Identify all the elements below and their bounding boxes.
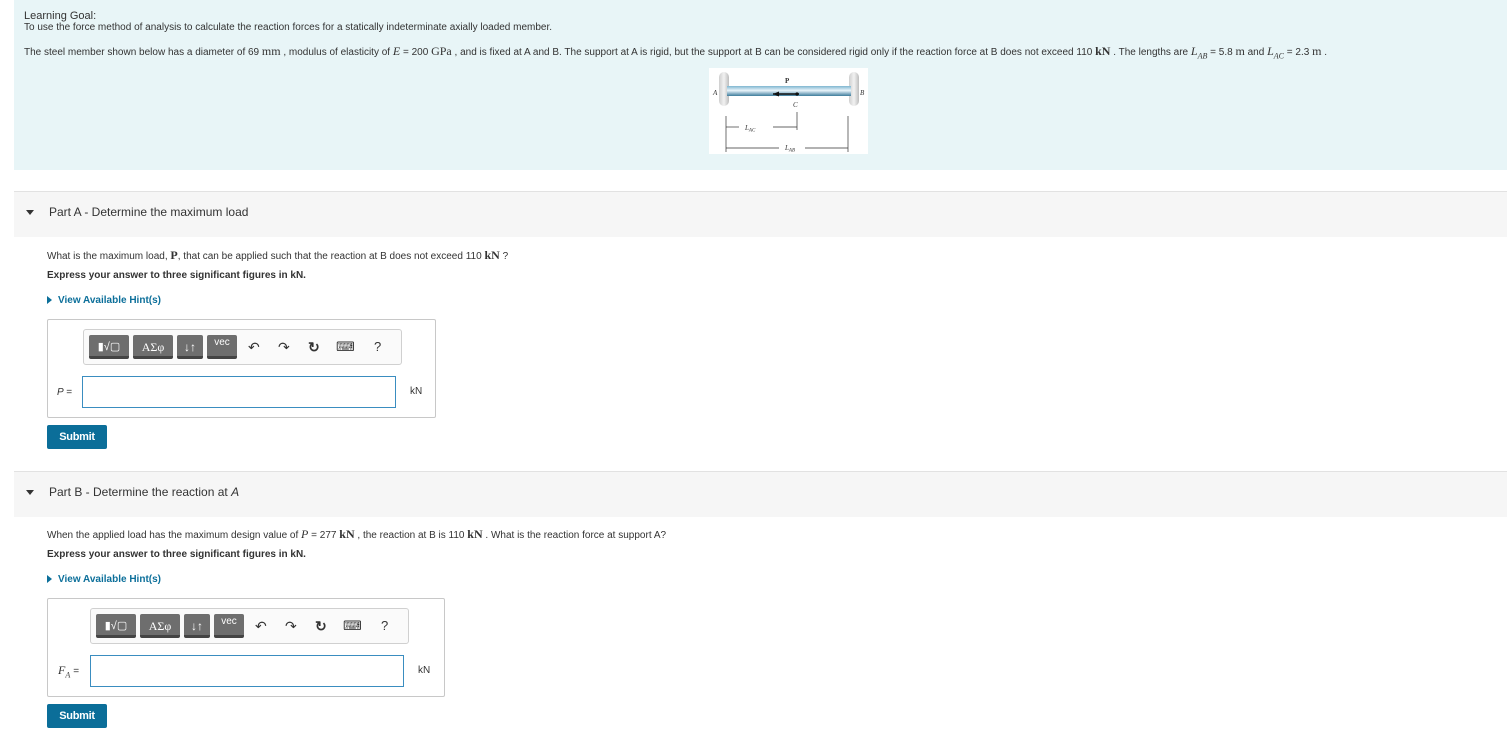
- caret-right-icon: [47, 296, 52, 304]
- greek-button[interactable]: ΑΣφ: [133, 335, 173, 359]
- part-b-answer-box: [47, 598, 445, 697]
- vec-button[interactable]: vec: [214, 614, 244, 638]
- part-a-express: Express your answer to three significant figures in kN.: [47, 270, 306, 281]
- caret-down-icon: [26, 490, 34, 495]
- redo-icon[interactable]: ↷: [285, 618, 297, 634]
- help-icon[interactable]: ?: [374, 339, 382, 354]
- learning-goal-title: Learning Goal:: [24, 10, 97, 22]
- templates-button[interactable]: ▮√▢: [89, 335, 129, 359]
- part-a-hint-link[interactable]: View Available Hint(s): [47, 295, 161, 306]
- part-b-submit-button[interactable]: Submit: [47, 704, 107, 728]
- part-b-question: When the applied load has the maximum design value of P = 277 kN , the reaction at B is 110 kN . What is the reaction force at support A?: [47, 527, 667, 541]
- part-a-answer-label: P =: [57, 387, 72, 398]
- part-a-unit: kN: [410, 386, 423, 397]
- part-b-math-toolbar: [90, 608, 409, 644]
- part-a-submit-button[interactable]: Submit: [47, 425, 107, 449]
- part-a-title: Part A - Determine the maximum load: [49, 205, 249, 219]
- label-c: C: [793, 101, 798, 109]
- part-b-unit: kN: [418, 665, 431, 676]
- arrows-button[interactable]: ↓↑: [184, 614, 210, 638]
- label-a: A: [713, 89, 718, 97]
- reset-icon[interactable]: ↻: [308, 339, 320, 355]
- vec-button[interactable]: vec: [207, 335, 237, 359]
- part-b-answer-label: $F_A$ =: [58, 663, 80, 680]
- member-diagram: [709, 68, 868, 154]
- label-lac: $L_{AC}$: [745, 124, 756, 134]
- part-b-hint-link[interactable]: View Available Hint(s): [47, 574, 161, 585]
- arrows-button[interactable]: ↓↑: [177, 335, 203, 359]
- part-b-express: Express your answer to three significant figures in kN.: [47, 549, 306, 560]
- keyboard-icon[interactable]: ⌨: [343, 618, 362, 633]
- point-c: [795, 92, 798, 95]
- reset-icon[interactable]: ↻: [315, 618, 327, 634]
- greek-button[interactable]: ΑΣφ: [140, 614, 180, 638]
- caret-right-icon: [47, 575, 52, 583]
- label-b: B: [860, 89, 865, 97]
- problem-statement: The steel member shown below has a diameter of 69 mm , modulus of elasticity of E = 200 GPa , and is fixed at A and B. The support at A is rigid, but the support at B can be considered rigid only if the reaction force at B does not exceed 110 kN . The lengths are $L_{AB} = 5.8$ m and $L_{AC} = 2.3$ m .: [24, 44, 1327, 61]
- undo-icon[interactable]: ↶: [255, 618, 267, 634]
- part-a-math-toolbar: [83, 329, 402, 365]
- caret-down-icon: [26, 210, 34, 215]
- part-a-answer-box: [47, 319, 436, 418]
- part-a-question: What is the maximum load, P, that can be applied such that the reaction at B does not exceed 110 kN ?: [47, 248, 509, 262]
- part-b-header[interactable]: [14, 471, 1507, 517]
- keyboard-icon[interactable]: ⌨: [336, 339, 355, 354]
- part-a-answer-input[interactable]: [82, 376, 396, 408]
- part-b-title: Part B - Determine the reaction at A: [49, 485, 240, 499]
- label-lab: $L_{AB}$: [785, 144, 796, 154]
- templates-button[interactable]: ▮√▢: [96, 614, 136, 638]
- help-icon[interactable]: ?: [381, 618, 389, 633]
- label-p: P: [785, 77, 790, 85]
- undo-icon[interactable]: ↶: [248, 339, 260, 355]
- part-b-answer-input[interactable]: [90, 655, 404, 687]
- part-a-header[interactable]: [14, 191, 1507, 237]
- learning-goal-panel: [14, 0, 1507, 170]
- learning-goal-subtitle: To use the force method of analysis to calculate the reaction forces for a statically indeterminate axially loaded member.: [24, 22, 553, 33]
- redo-icon[interactable]: ↷: [278, 339, 290, 355]
